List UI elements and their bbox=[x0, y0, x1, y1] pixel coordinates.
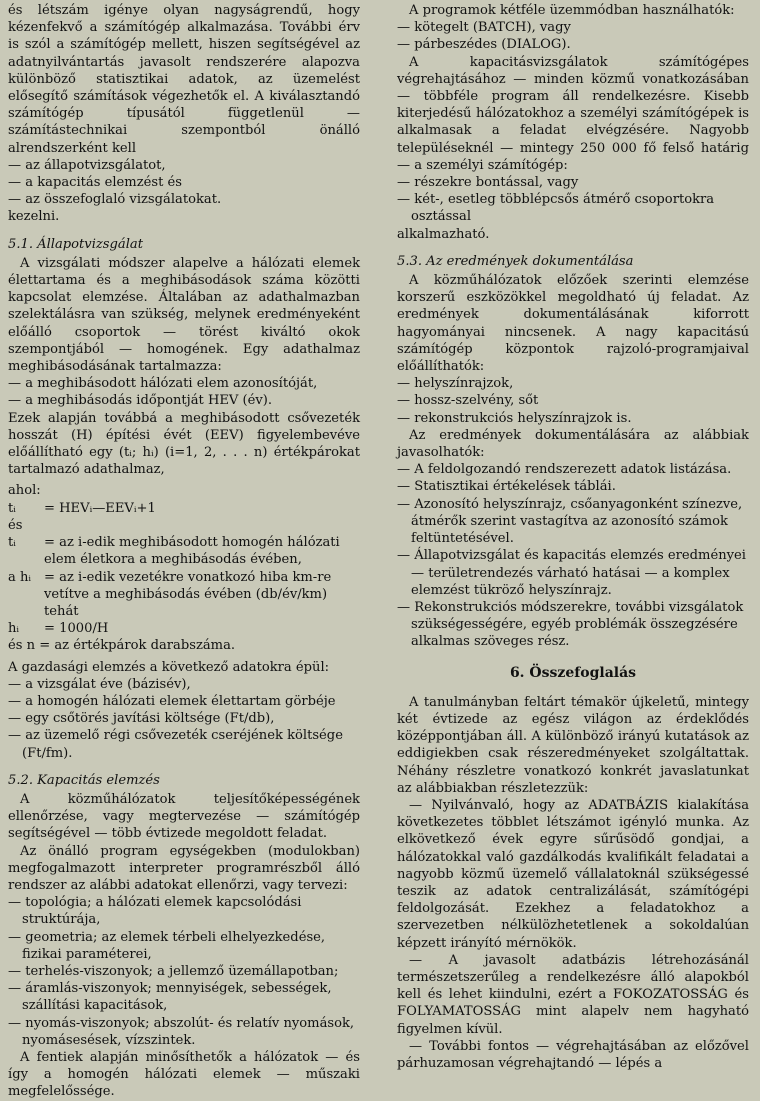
formula-row bbox=[8, 569, 360, 621]
paragraph: és n = az értékpárok darabszáma. bbox=[8, 638, 236, 654]
list-item: — kötegelt (BATCH), vagy bbox=[397, 20, 571, 36]
list-item: — Nyilvánvaló, hogy az ADATBÁZIS kialakítása következetes többlet létszámot igényló munka. Az elkövetkező évek egyre sűrűsödő gondjai, a hálózatokkal való gazdálkodás kvalifikált feladatai a nagyobb közmű üzemelő vállalatoknál szükségessé teszik az adatok centralizálását, számítógépi feldolgozását. Ezekhez a feladatokhoz a szervezetben nélkülözhetetlenek a sokoldalúan képzett irányító mérnökök. bbox=[397, 797, 749, 951]
paragraph: Az eredmények dokumentálására az alábbiak javasolhatók: bbox=[397, 427, 749, 461]
list-item: — két-, esetleg többlépcsős átmérő csoportokra osztással bbox=[397, 192, 715, 225]
section-heading-6: 6. Összefoglalás bbox=[509, 664, 637, 681]
list-item: — geometria; az elemek térbeli elhelyezkedése, fizikai paraméterei, bbox=[8, 929, 326, 962]
paragraph: A gazdasági elemzés a következő adatokra épül: bbox=[8, 659, 330, 675]
formula-symbol: a hᵢ bbox=[8, 569, 32, 585]
right-column bbox=[397, 2, 749, 1072]
list-item: — Állapotvizsgálat és kapacitás elemzés eredményei — területrendezés várható hatásai — a komplex elemzést tükröző helyszínrajz. bbox=[397, 548, 746, 598]
list-item: — A javasolt adatbázis létrehozásánál természetszerűleg a rendelkezésre álló alapokból kell és lehet kiindulni, ezért a FOKOZATOSSÁG és FOLYAMATOSSÁG mint alapelv nem hagyható figyelmen kívül. bbox=[397, 952, 749, 1037]
list-item: — áramlás-viszonyok; mennyiségek, sebességek, szállítási kapacitások, bbox=[8, 981, 332, 1014]
formula-row bbox=[8, 620, 360, 637]
list-item: — topológia; a hálózati elemek kapcsolódási struktúrája, bbox=[8, 895, 302, 928]
section-heading-5-2: 5.2. Kapacitás elemzés bbox=[8, 772, 160, 788]
dash-list bbox=[397, 461, 749, 650]
paragraph: A kapacitásvizsgálatok számítógépes végrehajtásához — minden közmű vonatkozásában — többféle program áll rendelkezésre. Kisebb kiterjedésű hálózatokhoz a személyi számítógépek is alkalmasak a feladat elvégzésére. Nagyobb településeknél — mintegy 250 000 fő felső határig — a személyi számítógép: bbox=[397, 54, 749, 173]
paragraph: A közműhálózatok teljesítőképességének ellenőrzése, vagy megtervezése — számítógép segítségével — több évtizede megoldott feladat. bbox=[8, 791, 360, 842]
list-item: — egy csőtörés javítási költsége (Ft/db), bbox=[8, 711, 275, 727]
paragraph: A fentiek alapján minősíthetők a hálózatok — és így a homogén hálózati elemek — műszaki megfelelőssége. bbox=[8, 1049, 360, 1100]
paragraph: A közműhálózatok előzőek szerinti elemzése korszerű eszközökkel megoldható új feladat. Az eredmények dokumentálásának kiforrott hagyományai nincsenek. A nagy kapacitású számítógép központok rajzoló-programjaival előállíthatók: bbox=[397, 273, 749, 375]
section-heading-5-3: 5.3. Az eredmények dokumentálása bbox=[397, 253, 634, 269]
list-item: — További fontos — végrehajtásában az előzővel párhuzamosan végrehajtandó — lépés a bbox=[397, 1038, 749, 1071]
left-column bbox=[8, 2, 360, 1101]
section-heading-5-1: 5.1. Állapotvizsgálat bbox=[8, 236, 143, 252]
formula-symbol: tᵢ bbox=[8, 500, 16, 516]
list-item: — az összefoglaló vizsgálatokat. bbox=[8, 192, 222, 208]
paragraph: alkalmazható. bbox=[397, 226, 490, 242]
dash-list bbox=[397, 375, 749, 427]
list-item: — részekre bontással, vagy bbox=[397, 175, 579, 191]
dash-list bbox=[8, 157, 360, 209]
list-item: — az állapotvizsgálatot, bbox=[8, 157, 166, 173]
paragraph: ahol: bbox=[8, 483, 41, 499]
list-item: — a homogén hálózati elemek élettartam görbéje bbox=[8, 693, 336, 709]
list-item: — az üzemelő régi csővezeték cseréjének költsége (Ft/fm). bbox=[8, 728, 343, 761]
dash-list bbox=[397, 19, 749, 53]
dash-list bbox=[397, 174, 749, 226]
paragraph: A tanulmányban feltárt témakör újkeletű, mintegy két évtizede az egész világon az érdeklődés középpontjában áll. A különböző irányú kutatások az eddigiekben csak részeredményeket szolgáltattak. Néhány részletre vonatkozó konkrét javaslatunkat az alábbiakban részletezzük: bbox=[397, 694, 749, 796]
list-item: — A feldolgozandó rendszerezett adatok listázása. bbox=[397, 462, 732, 478]
paragraph: A programok kétféle üzemmódban használhatók: bbox=[409, 3, 735, 18]
list-item: — terhelés-viszonyok; a jellemző üzemállapotban; bbox=[8, 963, 339, 979]
formula-symbol: hᵢ bbox=[8, 621, 20, 637]
list-item: — párbeszédes (DIALOG). bbox=[397, 37, 571, 53]
dash-list bbox=[8, 894, 360, 1049]
list-item: — Statisztikai értékelések táblái. bbox=[397, 479, 616, 495]
list-item: — a vizsgálat éve (bázisév), bbox=[8, 676, 191, 692]
dash-list bbox=[397, 797, 749, 1072]
formula-definition: = HEVᵢ—EEVᵢ+1 bbox=[44, 500, 156, 516]
list-item: — hossz-szelvény, sőt bbox=[397, 393, 539, 409]
paragraph: Ezek alapján továbbá a meghibásodott csővezeték hosszát (H) építési évét (EEV) figyelembevéve előállítható egy (tᵢ; hᵢ) (i=1, 2, . . . n) értékpárokat tartalmazó adathalmaz, bbox=[8, 410, 360, 478]
formula-row bbox=[8, 534, 360, 568]
dash-list bbox=[8, 375, 360, 409]
paragraph: kezelni. bbox=[8, 209, 60, 225]
paragraph: A vizsgálati módszer alapelve a hálózati elemek élettartama és a meghibásodások száma közötti kapcsolat elemzése. Általában az adathalmazban szelektálásra van szükség, melynek eredményeként előálló csoportok — törést kiváltó okok szempontjából — homogének. Egy adathalmaz meghibásodásának tartalmazza: bbox=[8, 255, 360, 375]
paragraph: és létszám igénye olyan nagyságrendű, hogy kézenfekvő a számítógép alkalmazása. További érv is szól a számítógép mellett, hiszen segítségével az adatnyilvántartás javasolt rendszerére alapozva különböző statisztikai adatok, az üzemelést elősegítő számítások végezhetők el. A kiválasztandó számítógép típusától függetlenül — számítástechnikai szempontból önálló alrendszerként kell bbox=[8, 3, 360, 156]
list-item: — nyomás-viszonyok; abszolút- és relatív nyomások, nyomásesések, vízszintek. bbox=[8, 1015, 355, 1048]
formula-definition: = az i-edik meghibásodott homogén hálózati elem életkora a meghibásodás évében, bbox=[44, 535, 340, 568]
dash-list bbox=[8, 676, 360, 762]
formula-row bbox=[8, 500, 360, 517]
list-item: — rekonstrukciós helyszínrajzok is. bbox=[397, 410, 632, 426]
list-item: — a meghibásodás időpontját HEV (év). bbox=[8, 393, 273, 409]
list-item: — Rekonstrukciós módszerekre, további vizsgálatok szükségességére, egyéb problémák összegzésére alkalmas szöveges rész. bbox=[397, 599, 744, 650]
formula-definition: = 1000/H bbox=[44, 621, 109, 637]
paragraph: és bbox=[8, 517, 23, 533]
list-item: — a kapacitás elemzést és bbox=[8, 175, 182, 191]
list-item: — helyszínrajzok, bbox=[397, 376, 514, 392]
list-item: — Azonosító helyszínrajz, csőanyagonként színezve, átmérők szerint vastagítva az azonosító számok feltüntetésével. bbox=[397, 496, 743, 547]
paragraph: Az önálló program egységekben (modulokban) megfogalmazott interpreter programrészből álló rendszer az alábbi adatokat ellenőrzi, vagy tervezi: bbox=[8, 843, 360, 893]
list-item: — a meghibásodott hálózati elem azonosítóját, bbox=[8, 376, 318, 392]
formula-symbol: tᵢ bbox=[8, 535, 16, 551]
formula-definition: = az i-edik vezetékre vonatkozó hiba km-re vetítve a meghibásodás évében (db/év/km) tehát bbox=[44, 569, 332, 619]
